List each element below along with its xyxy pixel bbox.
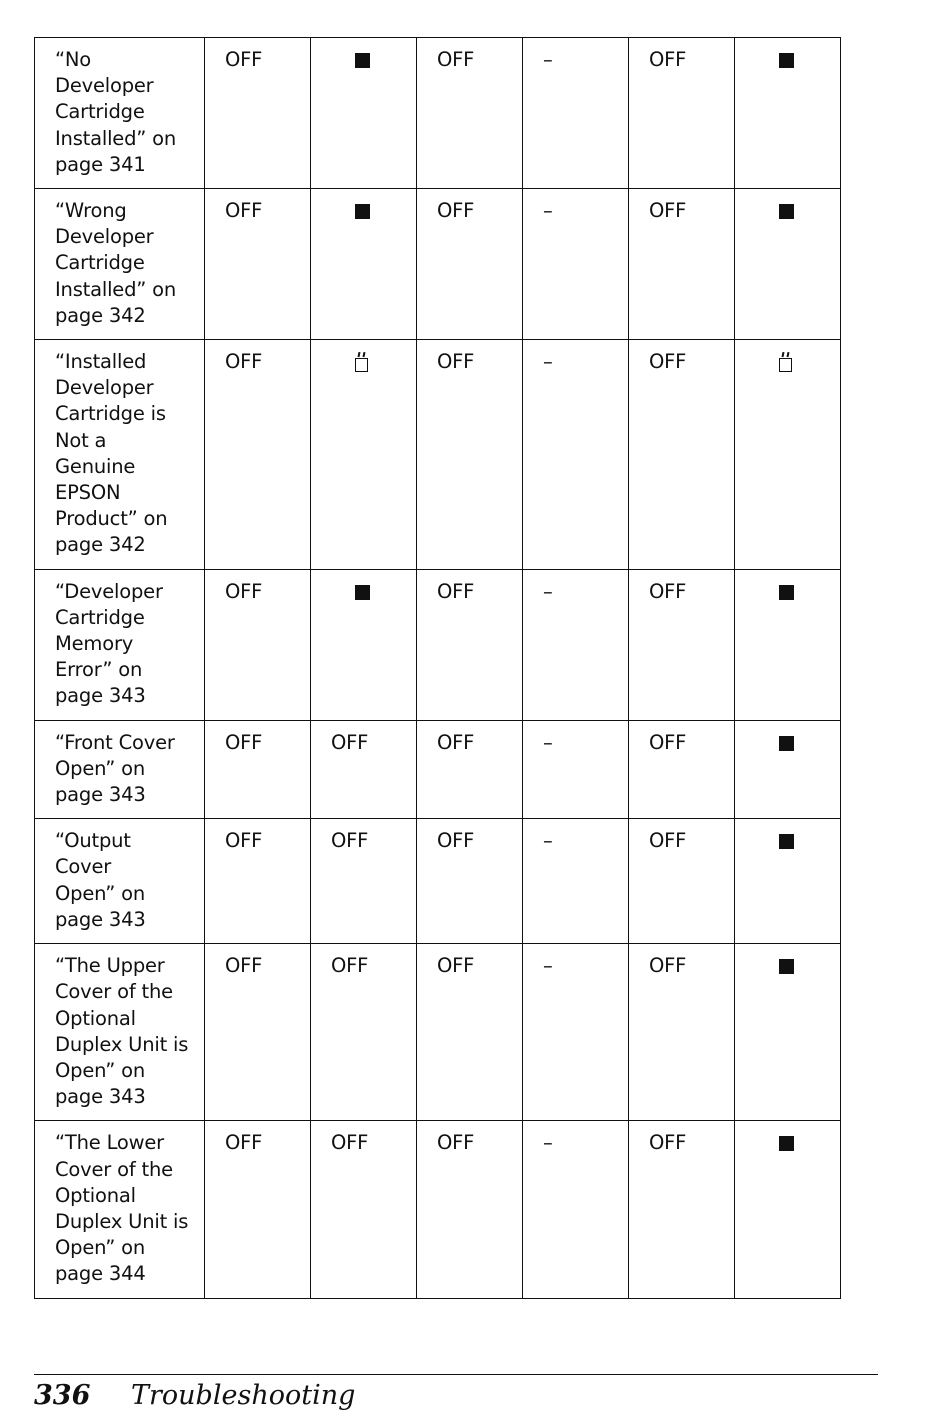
status-cell — [417, 819, 523, 944]
table-row — [35, 189, 841, 340]
message-cell — [35, 720, 205, 819]
status-cell — [629, 189, 735, 340]
status-cell — [523, 38, 629, 189]
status-cell — [311, 1121, 417, 1298]
status-text: OFF — [437, 350, 475, 374]
status-text: – — [543, 954, 553, 978]
status-cell — [205, 944, 311, 1121]
message-link-text: “The Lower Cover of the Optional Duplex Unit is Open” on page 344 — [55, 1131, 189, 1286]
status-text: OFF — [437, 199, 475, 223]
message-link-text: “Output Cover Open” on page 343 — [55, 829, 146, 931]
status-cell — [417, 944, 523, 1121]
status-text: OFF — [331, 1131, 369, 1155]
table-row — [35, 569, 841, 720]
status-cell — [523, 819, 629, 944]
message-link-text: “No Developer Cartridge Installed” on page 341 — [55, 48, 177, 176]
status-cell — [735, 819, 841, 944]
light-on-icon — [779, 585, 794, 600]
status-text: OFF — [225, 954, 263, 978]
status-text: OFF — [437, 730, 475, 754]
status-text: OFF — [649, 579, 687, 603]
status-cell — [735, 340, 841, 570]
status-text: – — [543, 829, 553, 853]
status-cell — [311, 944, 417, 1121]
message-cell — [35, 189, 205, 340]
status-text: OFF — [649, 829, 687, 853]
status-text: OFF — [331, 730, 369, 754]
status-text: OFF — [437, 954, 475, 978]
status-text: – — [543, 199, 553, 223]
light-on-icon — [779, 834, 794, 849]
message-cell — [35, 38, 205, 189]
table-row — [35, 819, 841, 944]
footer-rule — [34, 1374, 878, 1375]
status-text: OFF — [225, 829, 263, 853]
light-flashing-icon — [355, 358, 368, 372]
status-cell — [205, 819, 311, 944]
status-cell — [629, 819, 735, 944]
status-cell — [311, 340, 417, 570]
message-cell — [35, 340, 205, 570]
message-link-text: “Front Cover Open” on page 343 — [55, 730, 175, 807]
status-text: OFF — [225, 579, 263, 603]
status-text: – — [543, 48, 553, 71]
status-text: OFF — [225, 48, 263, 71]
status-cell — [629, 720, 735, 819]
status-cell — [311, 720, 417, 819]
light-flashing-icon — [779, 358, 792, 372]
table-row — [35, 1121, 841, 1298]
status-text: OFF — [225, 350, 263, 374]
light-on-icon — [779, 53, 794, 68]
status-text: OFF — [225, 199, 263, 223]
status-text: OFF — [225, 730, 263, 754]
message-cell — [35, 1121, 205, 1298]
light-on-icon — [779, 1136, 794, 1151]
light-on-icon — [355, 585, 370, 600]
status-cell — [417, 340, 523, 570]
message-link-text: “The Upper Cover of the Optional Duplex Unit is Open” on page 343 — [55, 954, 189, 1109]
status-text: OFF — [437, 1131, 475, 1155]
status-cell — [523, 944, 629, 1121]
status-text: – — [543, 579, 553, 603]
light-status-table — [34, 37, 841, 1299]
status-cell — [735, 720, 841, 819]
message-link-text: “Developer Cartridge Memory Error” on page 343 — [55, 579, 163, 708]
light-on-icon — [779, 736, 794, 751]
status-text: OFF — [225, 1131, 263, 1155]
status-cell — [205, 189, 311, 340]
status-text: – — [543, 730, 553, 754]
status-cell — [735, 189, 841, 340]
status-cell — [205, 38, 311, 189]
status-text: OFF — [649, 954, 687, 978]
status-cell — [311, 819, 417, 944]
table-row — [35, 38, 841, 189]
table-row — [35, 340, 841, 570]
status-cell — [417, 569, 523, 720]
status-cell — [523, 340, 629, 570]
status-cell — [205, 1121, 311, 1298]
message-link-text: “Installed Developer Cartridge is Not a Genuine EPSON Product” on page 342 — [55, 350, 168, 557]
status-cell — [523, 569, 629, 720]
light-on-icon — [779, 204, 794, 219]
status-cell — [417, 1121, 523, 1298]
status-cell — [417, 38, 523, 189]
light-on-icon — [355, 53, 370, 68]
status-cell — [417, 189, 523, 340]
status-text: OFF — [331, 829, 369, 853]
message-cell — [35, 944, 205, 1121]
status-text: OFF — [649, 199, 687, 223]
status-cell — [735, 569, 841, 720]
status-cell — [735, 38, 841, 189]
status-cell — [205, 720, 311, 819]
status-text: OFF — [649, 350, 687, 374]
section-title: Troubleshooting — [131, 1380, 356, 1411]
status-cell — [523, 1121, 629, 1298]
message-cell — [35, 819, 205, 944]
status-cell — [523, 720, 629, 819]
table-row — [35, 720, 841, 819]
message-cell — [35, 569, 205, 720]
table-row — [35, 944, 841, 1121]
status-text: OFF — [649, 730, 687, 754]
status-text: – — [543, 350, 553, 374]
message-link-text: “Wrong Developer Cartridge Installed” on page 342 — [55, 199, 177, 327]
status-text: OFF — [649, 1131, 687, 1155]
status-text: – — [543, 1131, 553, 1155]
status-cell — [311, 569, 417, 720]
status-cell — [523, 189, 629, 340]
light-on-icon — [355, 204, 370, 219]
light-on-icon — [779, 959, 794, 974]
status-text: OFF — [437, 829, 475, 853]
status-text: OFF — [649, 48, 687, 71]
status-cell — [417, 720, 523, 819]
status-cell — [205, 340, 311, 570]
page-number: 336 — [34, 1380, 91, 1411]
status-cell — [629, 38, 735, 189]
status-table-body — [35, 38, 841, 1299]
status-cell — [735, 944, 841, 1121]
status-cell — [629, 1121, 735, 1298]
status-cell — [629, 340, 735, 570]
status-cell — [735, 1121, 841, 1298]
status-text: OFF — [331, 954, 369, 978]
status-text: OFF — [437, 48, 475, 71]
status-cell — [205, 569, 311, 720]
status-cell — [311, 189, 417, 340]
status-cell — [629, 569, 735, 720]
status-cell — [311, 38, 417, 189]
status-text: OFF — [437, 579, 475, 603]
status-cell — [629, 944, 735, 1121]
